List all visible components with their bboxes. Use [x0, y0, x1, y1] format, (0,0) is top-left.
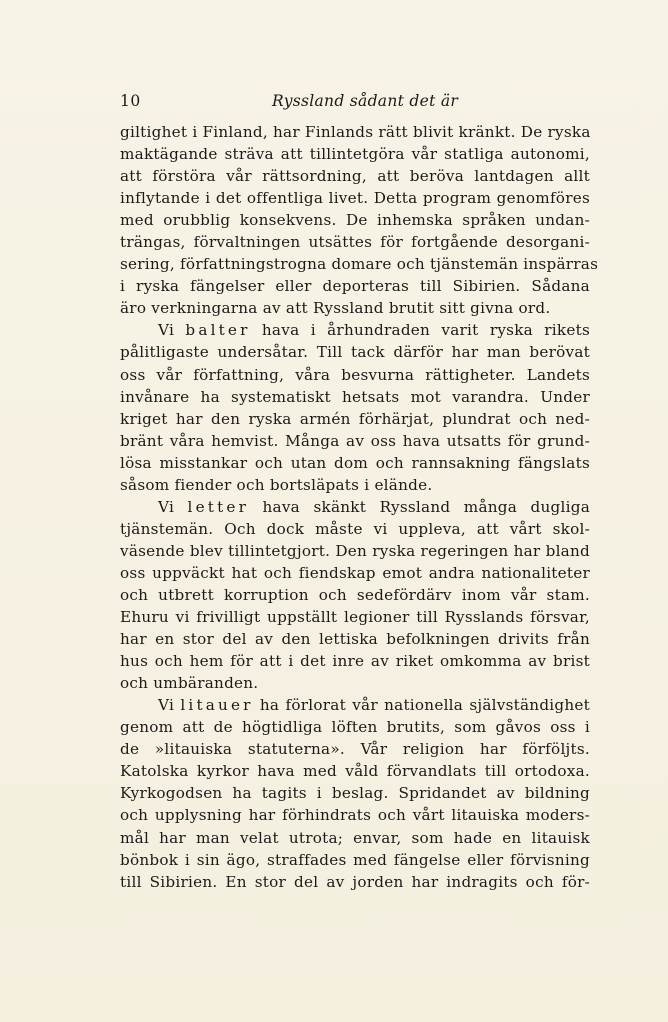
text-line: såsom fiender och bortsläpats i elände.	[120, 475, 433, 494]
line-post: hava skänkt Ryssland många dugliga	[249, 497, 591, 516]
text-line: oss vår författning, våra besvurna rättigheter. Landets	[120, 365, 590, 384]
paragraph-start-litauer	[120, 694, 590, 716]
running-title: Ryssland sådant det är	[272, 92, 459, 110]
text-line: Katolska kyrkor hava med våld förvandlats till ortodoxa.	[120, 762, 590, 781]
text-line: trängas, förvaltningen utsättes för fortgående desorgani-	[120, 233, 590, 252]
text-line: de »litauiska statuterna». Vår religion har förföljts.	[120, 740, 590, 759]
text-line: hus och hem för att i det inre av riket omkomma av brist	[120, 652, 590, 671]
text-line: med orubblig konsekvens. De inhemska språken undan-	[120, 211, 590, 230]
text-line: och utbrett korruption och sedefördärv inom vår stam.	[120, 585, 590, 604]
text-line: har en stor del av den lettiska befolkningen drivits från	[120, 630, 590, 649]
line-post: ha förlorat vår nationella självständighet	[253, 696, 590, 715]
text-line: Kyrkogodsen ha tagits i beslag. Spridandet av bildning	[120, 784, 590, 803]
text-line: kriget har den ryska armén förhärjat, plundrat och ned-	[120, 409, 590, 428]
text-line: att förstöra vår rättsordning, att beröva lantdagen allt	[120, 167, 590, 186]
text-line: och upplysning har förhindrats och vårt litauiska moders-	[120, 806, 590, 825]
text-line: sering, författningstrogna domare och tjänstemän inspärras	[120, 255, 599, 274]
text-line: invånare ha systematiskt hetsats mot varandra. Under	[120, 387, 590, 406]
text-line: väsende blev tillintetgjort. Den ryska regeringen har bland	[120, 541, 590, 560]
line-pre: Vi	[158, 696, 181, 715]
text-line: maktägande sträva att tillintetgöra vår statliga autonomi,	[120, 145, 590, 164]
spaced-word-letter: letter	[187, 497, 250, 516]
text-line: tjänstemän. Och dock måste vi uppleva, att vårt skol-	[120, 519, 590, 538]
text-line: lösa misstankar och utan dom och rannsakning fängslats	[120, 453, 590, 472]
text-line: giltighet i Finland, har Finlands rätt blivit kränkt. De ryska	[120, 123, 591, 141]
spaced-word-balter: balter	[185, 321, 251, 340]
text-line: till Sibirien. En stor del av jorden har indragits och för-	[120, 872, 590, 891]
text-line: mål har man velat utrota; envar, som hade en litauisk	[120, 828, 590, 847]
text-line: pålitligaste undersåtar. Till tack därför har man berövat	[120, 343, 590, 362]
line-pre: Vi	[158, 497, 188, 516]
page-header	[120, 92, 590, 114]
text-line: bränt våra hemvist. Många av oss hava utsatts för grund-	[120, 431, 590, 450]
paragraph-start-letter	[120, 496, 590, 518]
paragraph-start-balter	[120, 319, 590, 341]
text-line: inflytande i det offentliga livet. Detta program genomföres	[120, 189, 590, 208]
text-line: Ehuru vi frivilligt uppställt legioner till Rysslands försvar,	[120, 608, 590, 627]
spaced-word-litauer: litauer	[180, 696, 254, 715]
line-post: hava i århundraden varit ryska rikets	[250, 321, 590, 340]
text-line: genom att de högtidliga löften brutits, som gåvos oss i	[120, 718, 590, 737]
text-line: och umbäranden.	[120, 674, 259, 693]
text-line: oss uppväckt hat och fiendskap emot andra nationaliteter	[120, 563, 590, 582]
body-text	[120, 121, 599, 893]
text-line: äro verkningarna av att Ryssland brutit sitt givna ord.	[120, 299, 551, 318]
text-line: bönbok i sin ägo, straffades med fängelse eller förvisning	[120, 850, 590, 869]
line-pre: Vi	[158, 321, 186, 340]
page-number: 10	[120, 92, 141, 110]
text-line: i ryska fängelser eller deporteras till Sibirien. Sådana	[120, 277, 590, 296]
